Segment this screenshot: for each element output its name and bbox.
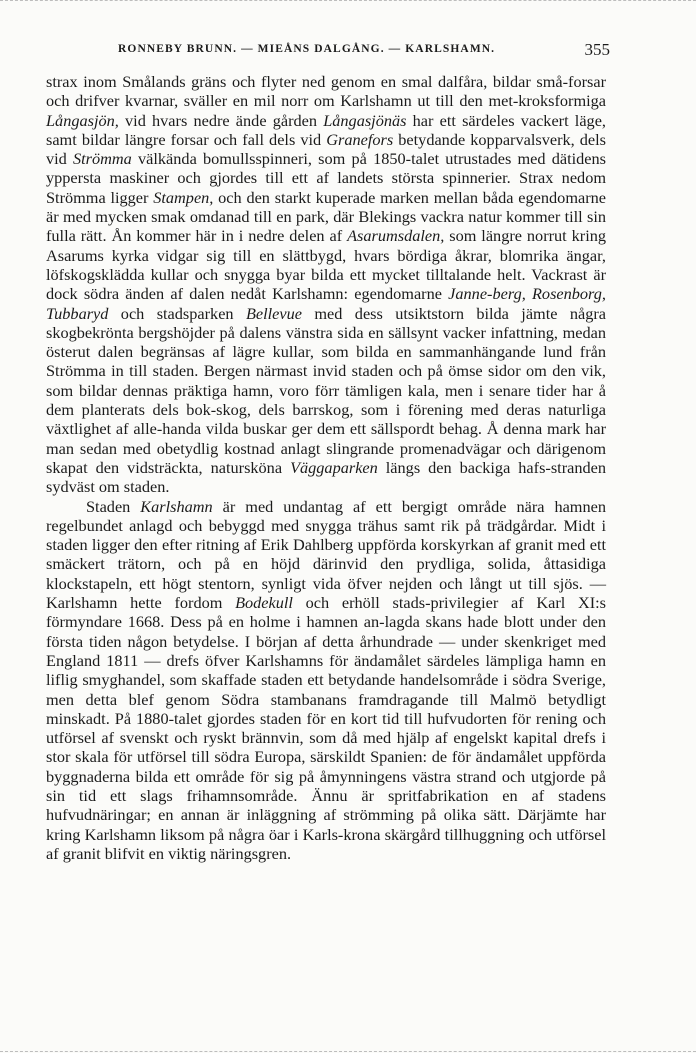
scan-edge-bottom [0, 1045, 696, 1052]
text-run: med dess utsiktstorn bilda jämte några skogbekrönta bergshöjder på dalens vänstra sida en sällsynt vacker infattning, medan österut dalen begränsas af lägre kullar, som bilda en sammanhängande lund från Strömma in till staden. Bergen närmast invid staden och på ömse sidor om den vik, som bildar dennas präktiga hamn, voro förr tämligen kala, men i senare tider har å dem planterats dels bok-skog, dels barrskog, som i förening med deras naturliga växtlighet af alle-handa vilda buskar ger dem ett sällspordt behag. Å denna mark har man sedan med obetydlig kostnad anlagt slingrande promenadvägar och därigenom skapat den vidsträckta, natursköna [46, 303, 607, 477]
text-run: som längre norrut kring Asarums kyrka vidgar sig till en slättbygd, hvars bördiga åkrar, blomrika ängar, löfskogsklädda kullar och snygga byar bilda ett mycket tilltalande helt. Vackrast är dock södra änden af dalen nedåt Karlshamn: egendomarne [46, 226, 606, 304]
text-run: och den starkt kuperade marken mellan båda egendomarne är med mycken smak omdanad till en park, där Blekings vackra natur kommer till sin fulla rätt. Ån kommer här in i nedre delen af [46, 187, 607, 246]
place-name: Väggaparken [290, 457, 378, 477]
paragraph-2 [46, 497, 606, 864]
place-name: Tubbaryd [46, 303, 109, 323]
place-name: Strömma [73, 149, 132, 169]
body-text [46, 72, 606, 863]
text-run: vid hvars nedre ände gården [118, 110, 324, 130]
place-name: Långasjön, [46, 110, 119, 130]
text-run: välkända bomullsspinneri, som på 1850-talet utrustades med dätidens yppersta maskiner och gjordes till ett af landets största spinnerier. Strax nedom Strömma ligger [46, 149, 606, 207]
page-header [118, 40, 610, 62]
text-run: betydande kopparvalsverk, dels vid [46, 129, 607, 169]
place-name: Asarumsdalen, [347, 226, 445, 246]
place-name: Bodekull [235, 593, 293, 613]
place-name: Bellevue [245, 303, 302, 323]
place-name: Långasjönäs [323, 110, 407, 130]
text-run: och stadsparken [108, 303, 246, 323]
text-run: är med undantag af ett bergigt område nära hamnen regelbundet anlagd och bebyggd med snygga trähus samt rik på trädgårdar. Midt i staden ligger den efter ritning af Erik Dahlberg uppförda korskyrkan af granit med ett smäckert trätorn, och på en höjd därinvid den prydliga, solida, åttasidiga klockstapeln, ett högt stentorn, synligt vida öfver nejden och långt ut till sjös. — Karlshamn hette fordom [46, 496, 606, 613]
text-run: och erhöll stads-privilegier af Karl XI:s förmyndare 1668. Dess på en holme i hamnen an-lagda skans hade blott under den första tiden någon betydelse. I början af detta århundrade — under skenkriget med England 1811 — drefs öfver Karlshamns för ändamålet särdeles lämpliga hamn en liflig smyghandel, som skaffade staden ett betydande handelsområde i södra Sverige, men detta blef genom Södra stambanans framdragande till Malmö betydligt minskadt. På 1880-talet gjordes staden för en kort tid till hufvudorten för rening och utförsel af svenskt och ryskt brännvin, som då med hjälp af engelskt kapital drefs i stor skala för utförsel till södra Europa, särskildt Spanien: de för ändamålet uppförda byggnaderna bilda ett område för sig på åmynningens västra strand och utgjorde på sin tid ett slags frihamnsområde. Ännu är spritfabrikation en af stadens hufvudnäringar; en annan är inläggning af strömming på olika sätt. Därjämte har kring Karlshamn liksom på några öar i Karls-krona skärgård tillhuggning och utförsel af granit blifvit en viktig näringsgren. [46, 593, 606, 863]
scan-edge-top [0, 0, 696, 7]
place-name: Rosenborg, [531, 284, 606, 304]
paragraph-1 [46, 72, 606, 497]
page-number: 355 [584, 40, 610, 59]
text-run: Staden [86, 496, 141, 516]
text-run: strax inom Smålands gräns och flyter ned genom en smal dalfåra, bildar små-forsar och drifver kvarnar, sväller en mil norr om Karlshamn ut till den met-kroksformiga [46, 72, 606, 111]
place-name: Janne-berg, [448, 284, 526, 304]
text-run: längs den backiga hafs-stranden sydväst om staden. [46, 457, 606, 497]
place-name: Granefors [326, 129, 394, 149]
running-head: RONNEBY BRUNN. — MIEÅNS DALGÅNG. — KARLSHAMN. [118, 43, 496, 55]
text-run: har ett särdeles vackert läge, samt bildar längre forsar och fall dels vid [46, 110, 606, 149]
place-name: Stampen, [153, 187, 214, 207]
place-name: Karlshamn [140, 496, 213, 516]
